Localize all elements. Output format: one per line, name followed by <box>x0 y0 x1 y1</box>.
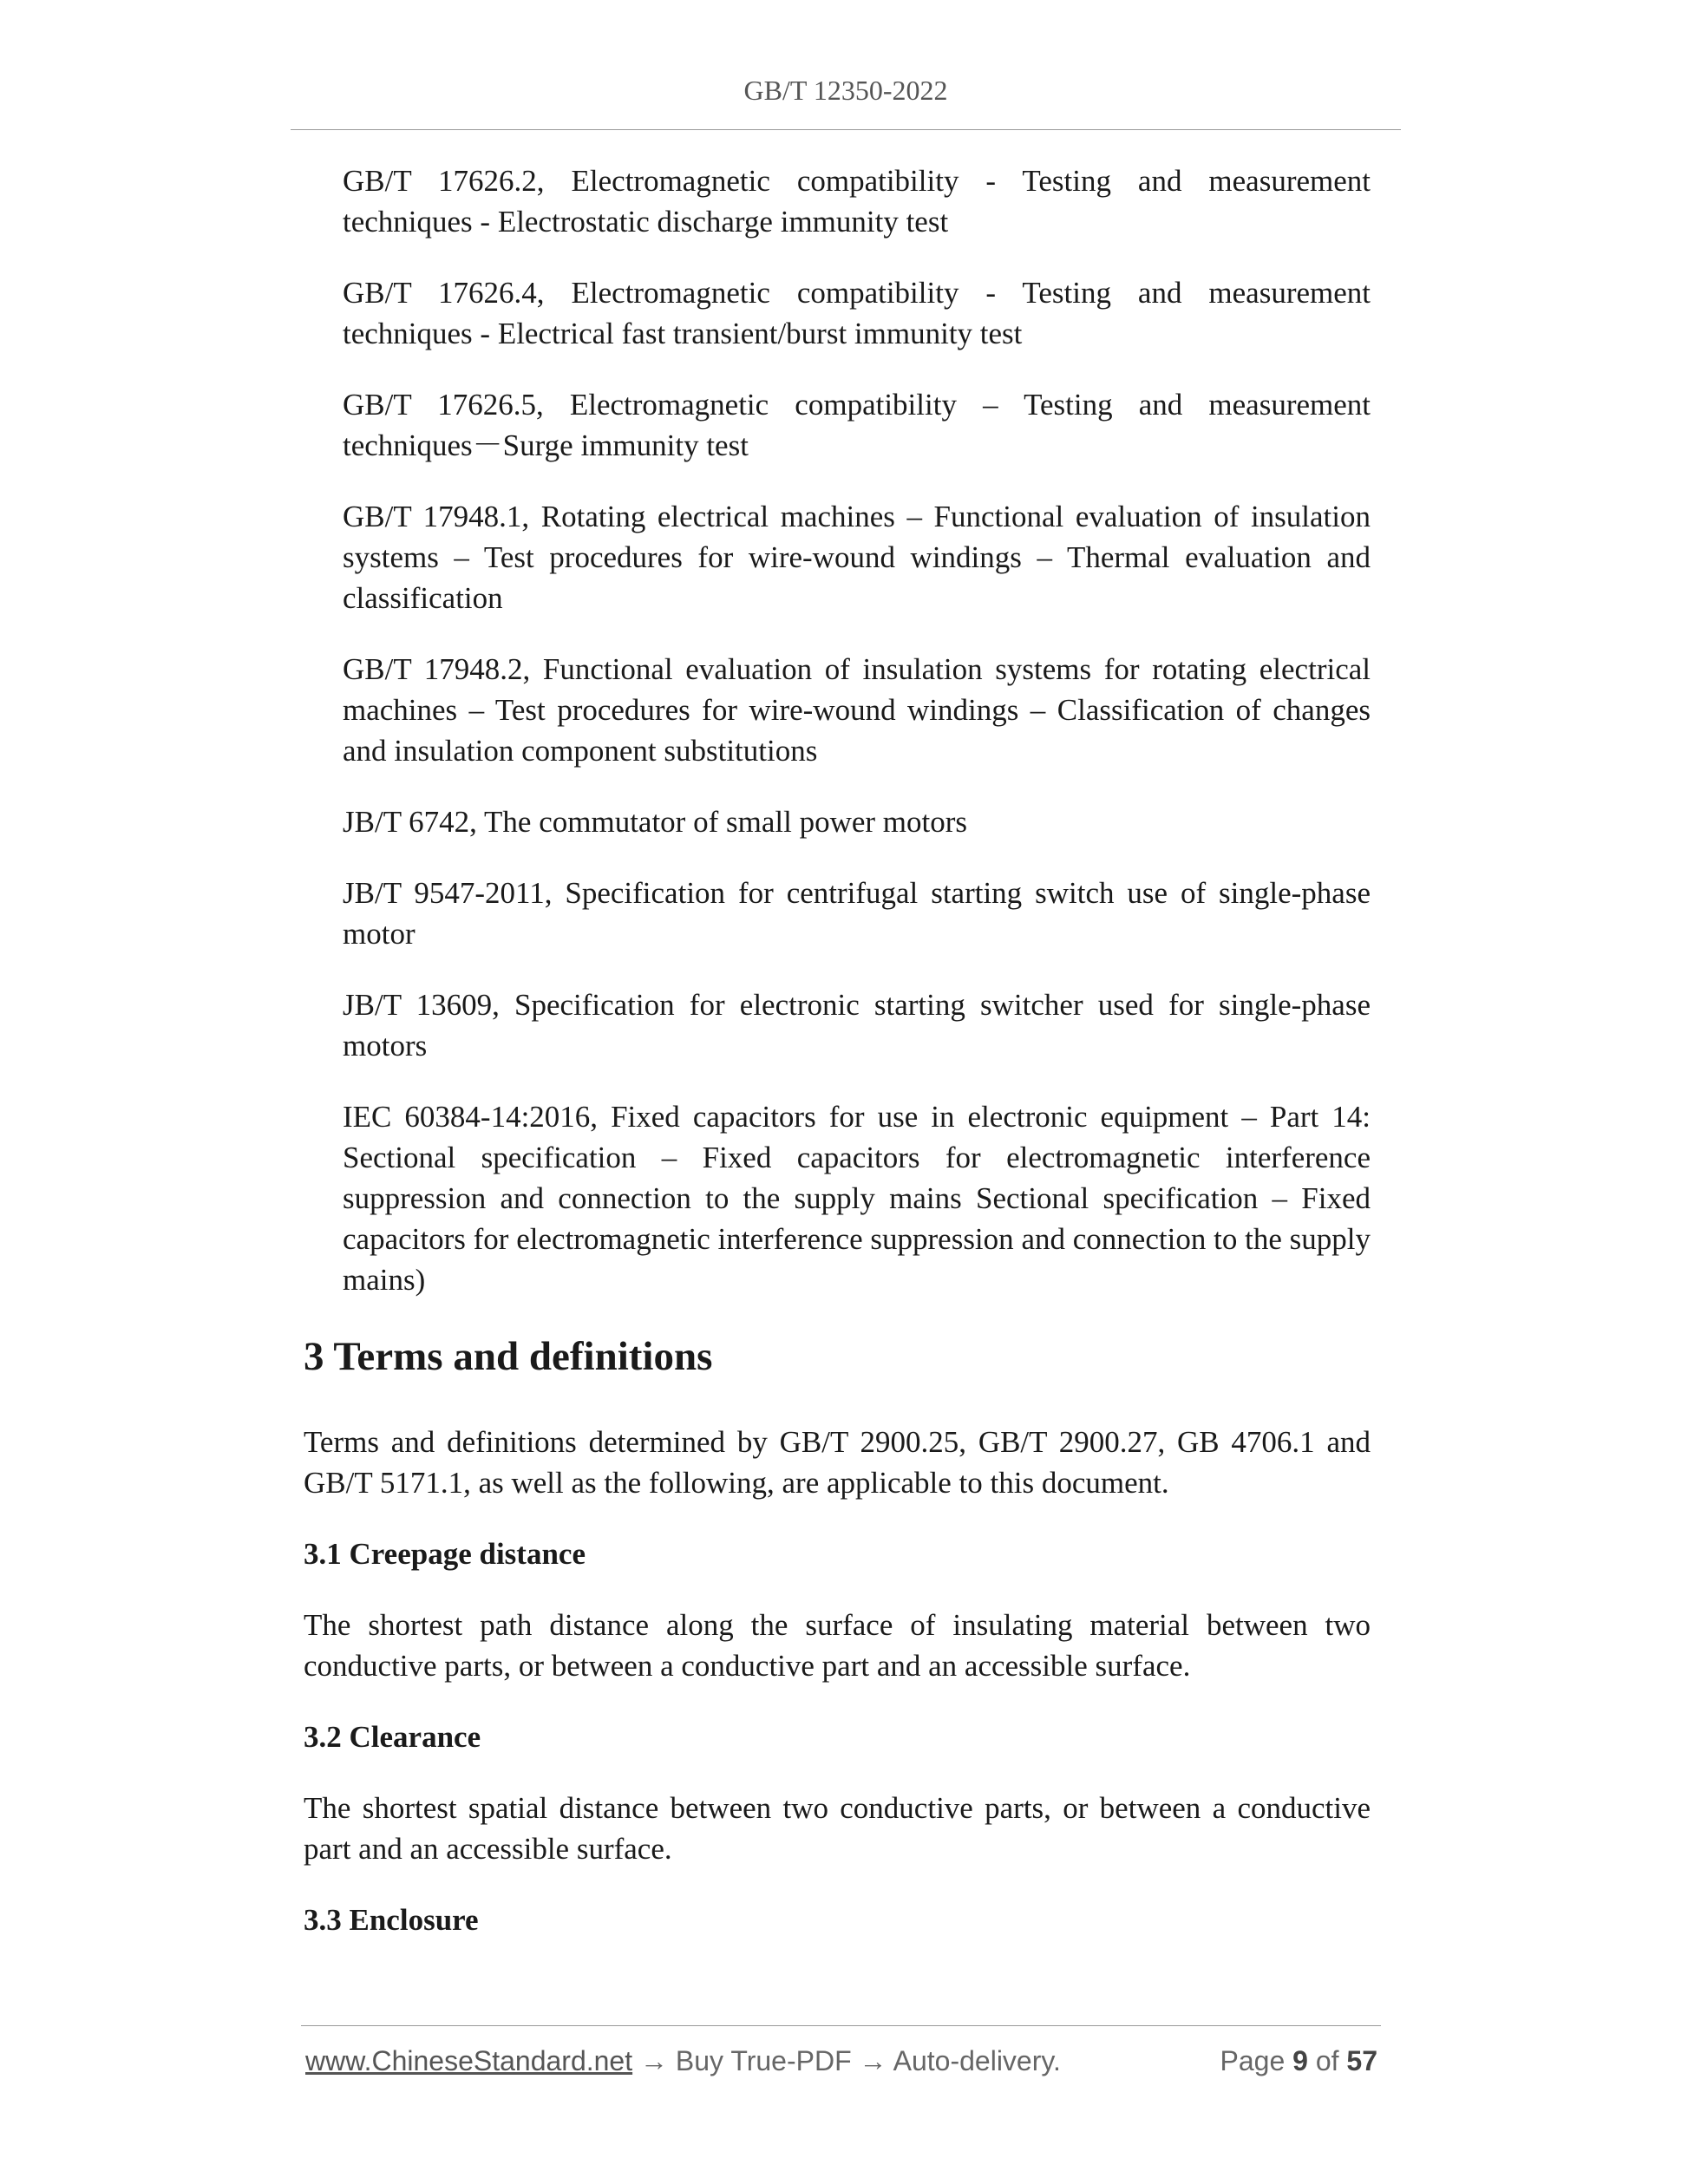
page-total: 57 <box>1346 2045 1377 2076</box>
reference-item: JB/T 9547-2011, Specification for centrifugal starting switch use of single-phase motor <box>343 876 1371 951</box>
reference-item: JB/T 13609, Specification for electronic starting switcher used for single-phase motors <box>343 988 1371 1063</box>
header-divider <box>291 129 1401 130</box>
subsection-heading: 3.3 Enclosure <box>304 1903 479 1937</box>
footer-divider <box>301 2025 1381 2026</box>
footer-tagline: → Buy True-PDF → Auto-delivery. <box>632 2045 1061 2076</box>
reference-item: GB/T 17626.4, Electromagnetic compatibility - Testing and measurement techniques - Electrical fast transient/burst immunity test <box>343 276 1371 350</box>
subsection-heading: 3.2 Clearance <box>304 1720 481 1754</box>
subsection-heading: 3.1 Creepage distance <box>304 1537 586 1571</box>
reference-item: IEC 60384-14:2016, Fixed capacitors for use in electronic equipment – Part 14: Sectional specification – Fixed capacitors for electromagnetic interference suppression and connection to the supply mains Sectional specification – Fixed capacitors for electromagnetic interference suppression and connection to the supply mains) <box>343 1100 1371 1297</box>
page-indicator <box>1220 2045 1377 2077</box>
reference-item: JB/T 6742, The commutator of small power motors <box>343 805 968 839</box>
reference-item: GB/T 17948.2, Functional evaluation of insulation systems for rotating electrical machines – Test procedures for wire-wound windings – Classification of changes and insulation component substitutions <box>343 652 1371 768</box>
normative-references-list <box>304 160 1371 1300</box>
section-intro: Terms and definitions determined by GB/T 2900.25, GB/T 2900.27, GB 4706.1 and GB/T 5171.1, as well as the following, are applicable to this document. <box>304 1425 1371 1500</box>
reference-item: GB/T 17948.1, Rotating electrical machines – Functional evaluation of insulation systems – Test procedures for wire-wound windings – Thermal evaluation and classification <box>343 500 1371 615</box>
page-body <box>304 160 1371 1971</box>
definition-text: The shortest spatial distance between two conductive parts, or between a conductive part and an accessible surface. <box>304 1791 1371 1866</box>
page-of-label: of <box>1315 2045 1339 2076</box>
page-footer <box>305 2045 1377 2077</box>
document-header: GB/T 12350-2022 <box>743 75 948 106</box>
definition-text: The shortest path distance along the surface of insulating material between two conductive parts, or between a conductive part and an accessible surface. <box>304 1608 1371 1683</box>
section-heading: 3 Terms and definitions <box>304 1334 713 1379</box>
page-label: Page <box>1220 2045 1286 2076</box>
reference-item: GB/T 17626.2, Electromagnetic compatibility - Testing and measurement techniques - Electrostatic discharge immunity test <box>343 164 1371 239</box>
reference-item: GB/T 17626.5, Electromagnetic compatibility – Testing and measurement techniques－Surge immunity test <box>343 388 1371 462</box>
website-link[interactable]: www.ChineseStandard.net <box>305 2045 633 2076</box>
page-current: 9 <box>1292 2045 1308 2076</box>
